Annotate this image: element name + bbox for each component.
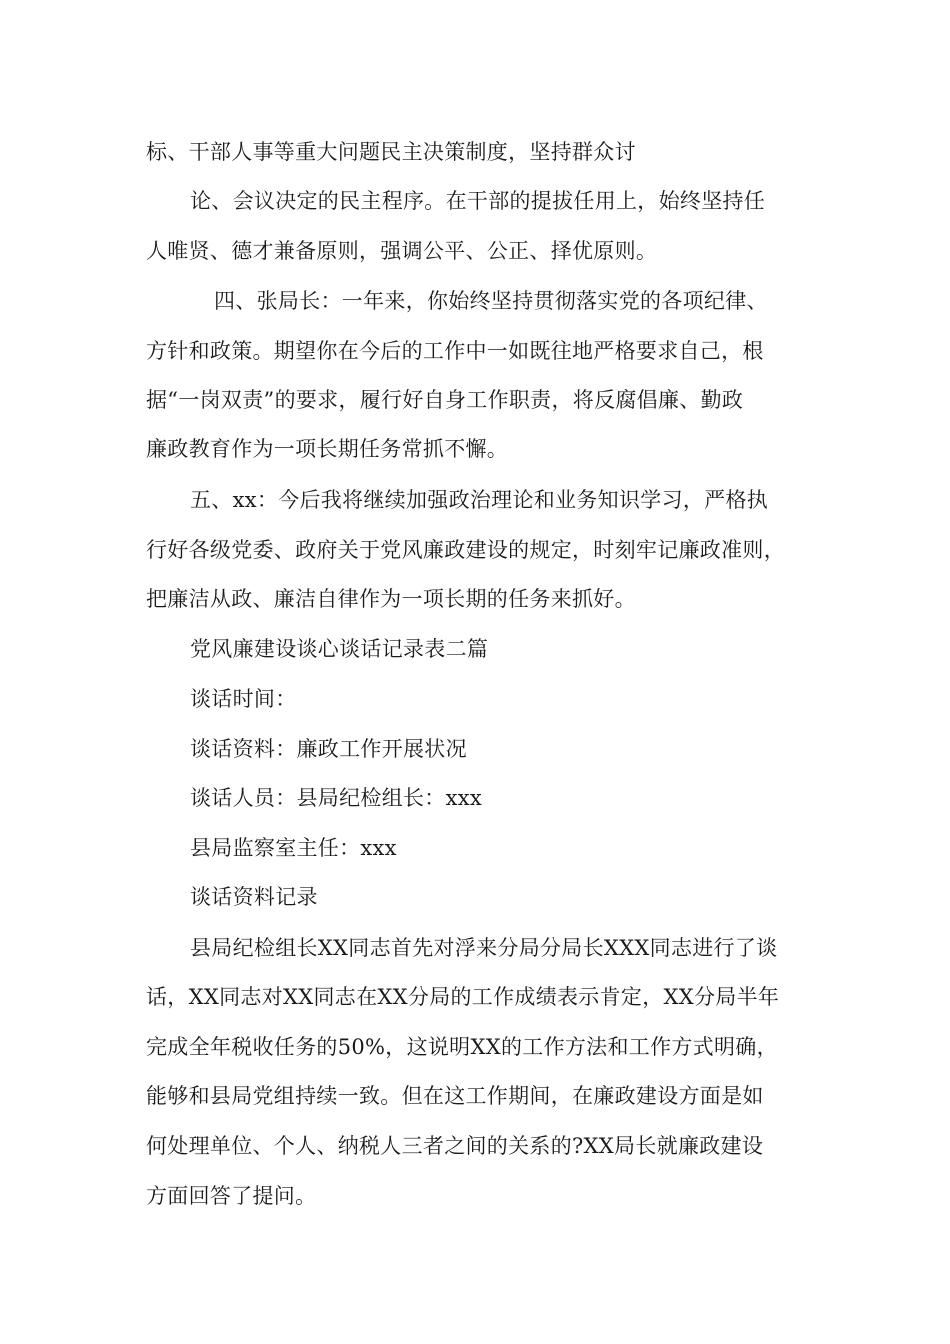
text-line: 论、会议决定的民主程序。在干部的提拔任用上，始终坚持任 xyxy=(190,189,766,213)
section-title: 党风廉建设谈心谈话记录表二篇 xyxy=(190,637,489,661)
text-line: 行好各级党委、政府关于党风廉政建设的规定，时刻牢记廉政准则， xyxy=(146,538,785,562)
text-line: 话，XX同志对XX同志在XX分局的工作成绩表示肯定，XX分局半年 xyxy=(146,985,780,1009)
text-line: 方面回答了提问。 xyxy=(146,1184,317,1208)
text-line: 标、干部人事等重大问题民主决策制度，坚持群众讨 xyxy=(146,140,636,164)
text-line: 人唯贤、德才兼备原则，强调公平、公正、择优原则。 xyxy=(146,239,658,263)
text-line: 何处理单位、个人、纳税人三者之间的关系的?XX局长就廉政建设 xyxy=(146,1134,764,1158)
text-line: 把廉洁从政、廉洁自律作为一项长期的任务来抓好。 xyxy=(146,587,636,611)
text-line: 完成全年税收任务的50%，这说明XX的工作方法和工作方式明确， xyxy=(146,1035,778,1059)
participant-line: 县局监察室主任：xxx xyxy=(190,836,397,860)
text-line: 据“一岗双责”的要求，履行好自身工作职责，将反腐倡廉、勤政 xyxy=(146,388,744,412)
text-line: 县局纪检组长XX同志首先对浮来分局分局长XXX同志进行了谈 xyxy=(190,936,778,960)
talk-content-label: 谈话资料：廉政工作开展状况 xyxy=(190,737,467,761)
record-heading: 谈话资料记录 xyxy=(190,885,318,909)
text-line: 能够和县局党组持续一致。但在这工作期间，在廉政建设方面是如 xyxy=(146,1084,764,1108)
paragraph-heading-four: 四、张局长：一年来，你始终坚持贯彻落实党的各项纪律、 xyxy=(214,289,768,313)
text-line: 廉政教育作为一项长期任务常抓不懈。 xyxy=(146,437,509,461)
talk-time-label: 谈话时间： xyxy=(190,687,297,711)
paragraph-heading-five: 五、xx：今后我将继续加强政治理论和业务知识学习，严格执 xyxy=(190,488,769,512)
text-line: 方针和政策。期望你在今后的工作中一如既往地严格要求自己，根 xyxy=(146,339,764,363)
talk-participants-label: 谈话人员：县局纪检组长：xxx xyxy=(190,786,483,810)
